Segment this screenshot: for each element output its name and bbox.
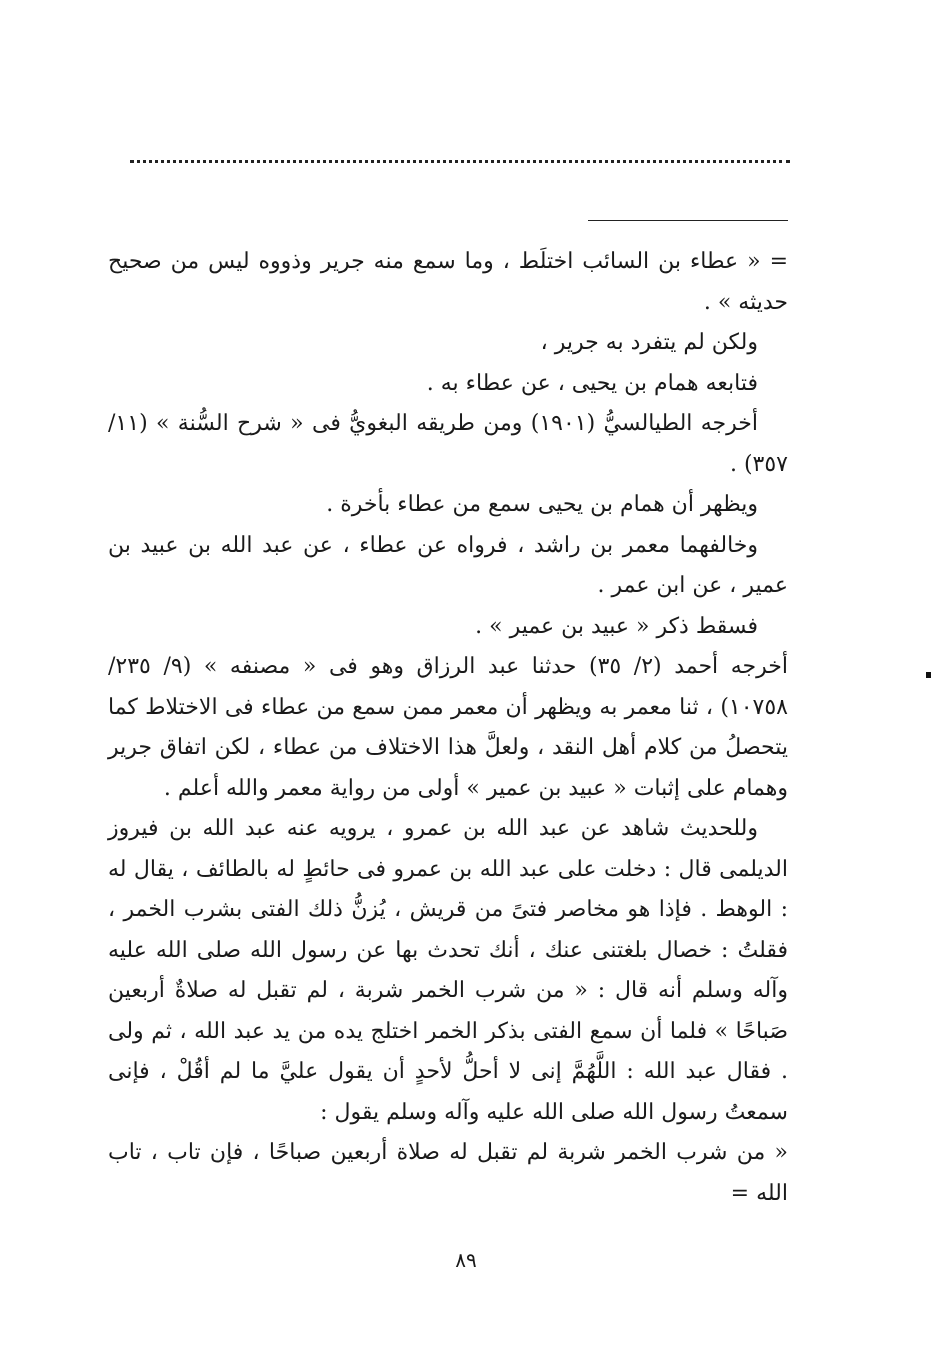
paragraph: ويظهر أن همام بن يحيى سمع من عطاء بأخرة . <box>326 492 758 517</box>
page-number: ٨٩ <box>455 1248 477 1272</box>
dotted-separator <box>130 160 790 163</box>
footnote-continuation: = « عطاء بن السائب اختلَط ، وما سمع منه جرير وذووه ليس من صحيح حديثه » . <box>108 249 788 315</box>
margin-mark <box>926 672 931 678</box>
paragraph: فسقط ذكر « عبيد بن عمير » . <box>475 613 758 639</box>
footnote-rule <box>588 220 788 221</box>
paragraph: « من شرب الخمر شربة لم تقبل له صلاة أربعين صباحًا ، فإن تاب ، تاب الله = <box>108 1140 788 1206</box>
footnote-text <box>108 242 788 1214</box>
paragraph: ولكن لم يتفرد به جرير ، <box>540 330 758 355</box>
paragraph: وخالفهما معمر بن راشد ، فرواه عن عطاء ، عن عبد الله بن عبيد بن عمير ، عن ابن عمر . <box>108 532 788 598</box>
paragraph: فتابعه همام بن يحيى ، عن عطاء به . <box>426 370 758 396</box>
paragraph: وللحديث شاهد عن عبد الله بن عمرو ، يرويه عنه عبد الله بن فيروز الديلمى قال : دخلت على عبد الله بن عمرو فى حائطٍ له بالطائف ، يقال له : الوهط . فإذا هو مخاصر فتىً من قريش ، يُزنُّ ذلك الفتى بشرب الخمر ، فقلتُ : خصال بلغتنى عنك ، أنك تحدث بها عن رسول الله صلى الله عليه وآله وسلم أنه قال : « من شرب الخمر شربة ، لم تقبل له صلاةٌ أربعين صَباحًا » فلما أن سمع الفتى بذكر الخمر اختلج يده من يد عبد الله ، ثم ولى . فقال عبد الله : اللَّهُمَّ إنى لا أحلُّ لأحدٍ أن يقول عليَّ ما لم أقُلْ ، فإنى سمعتُ رسول الله صلى الله عليه وآله وسلم يقول : <box>108 816 788 1125</box>
paragraph: أخرجه الطيالسيُّ (١٩٠١) ومن طريقه البغويُّ فى « شرح السُّنة » (١١/ ٣٥٧) . <box>108 411 788 477</box>
paragraph: أخرجه أحمد (٢/ ٣٥) حدثنا عبد الرزاق وهو فى « مصنفه » (٩/ ٢٣٥/ ١٠٧٥٨) ، ثنا معمر به ويظهر أن معمر ممن سمع من عطاء فى الاختلاط كما يتحصلُ من كلام أهل النقد ، ولعلَّ هذا الاختلاف من عطاء ، لكن اتفاق جرير وهمام على إثبات « عبيد بن عمير » أولى من رواية معمر والله أعلم . <box>108 654 788 801</box>
